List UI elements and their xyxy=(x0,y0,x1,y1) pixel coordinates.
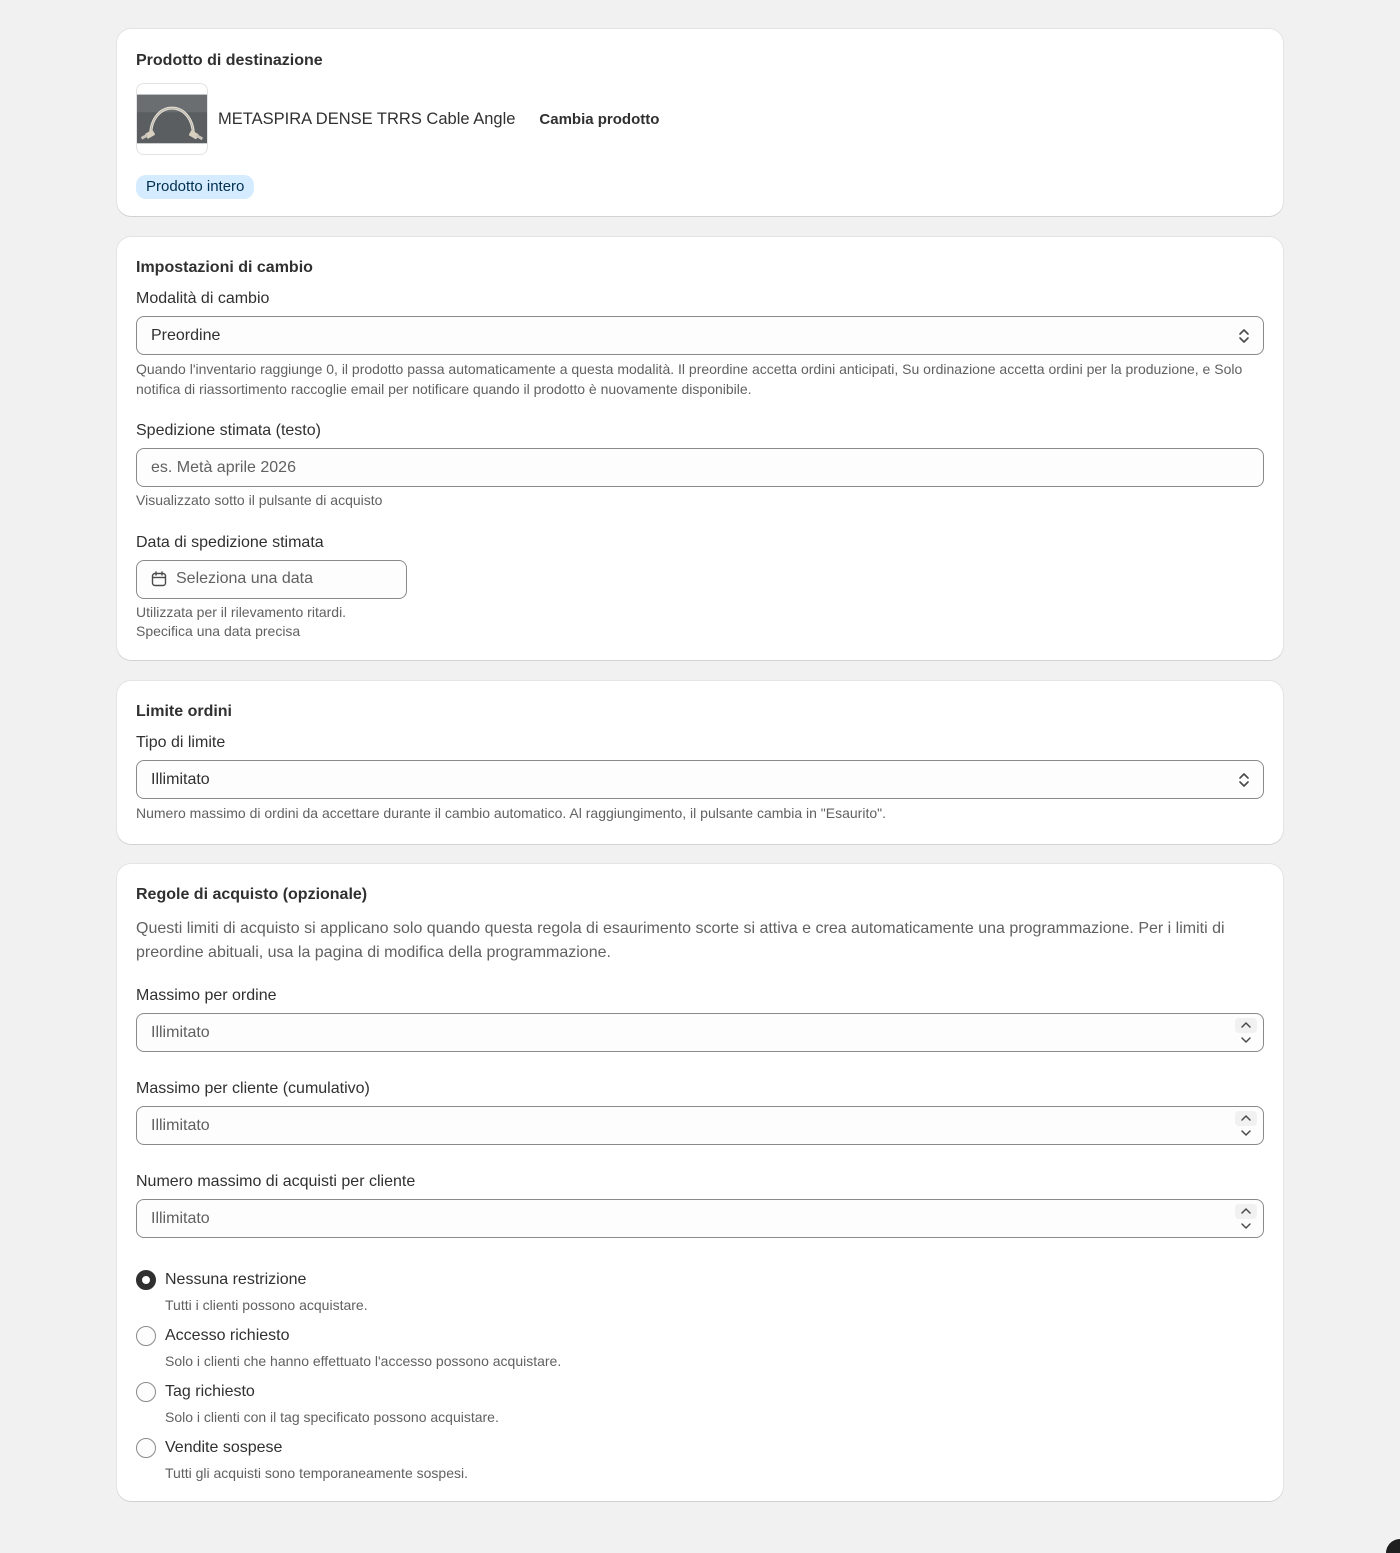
purchase-rules-description: Questi limiti di acquisto si applicano solo quando questa regola di esaurimento scorte si attiva e crea automaticamente una programmazione. Per i limiti di preordine abituali, usa la pagina di modifica della programmazione. xyxy=(136,920,1225,961)
radio-label: Tag richiesto xyxy=(165,1383,255,1400)
ship-date-help-2: Specifica una data precisa xyxy=(136,623,301,639)
purchase-rules-card xyxy=(117,864,1283,1501)
purchase-rules-title: Regole di acquisto (opzionale) xyxy=(136,886,368,903)
max-purchases-stepper[interactable] xyxy=(1235,1204,1257,1233)
limit-type-select[interactable] xyxy=(136,760,1264,799)
access-restriction-radio-group xyxy=(136,1269,1264,1483)
switch-mode-select[interactable] xyxy=(136,316,1264,355)
radio-option-tag-required[interactable] xyxy=(136,1381,1264,1427)
order-limit-card xyxy=(117,681,1283,844)
radio-label: Nessuna restrizione xyxy=(165,1271,307,1288)
chevron-up-icon xyxy=(1240,1021,1252,1029)
destination-product-card xyxy=(117,29,1283,216)
radio-label: Vendite sospese xyxy=(165,1439,283,1456)
ship-date-label: Data di spedizione stimata xyxy=(136,533,324,551)
radio-help: Solo i clienti con il tag specificato possono acquistare. xyxy=(165,1409,499,1425)
change-product-button[interactable]: Cambia prodotto xyxy=(539,110,660,128)
switch-mode-label: Modalità di cambio xyxy=(136,290,270,307)
radio-button[interactable] xyxy=(136,1326,156,1346)
max-per-order-label: Massimo per ordine xyxy=(136,987,277,1004)
max-per-order-input[interactable] xyxy=(136,1013,1264,1052)
order-limit-title: Limite ordini xyxy=(136,703,232,720)
radio-button[interactable] xyxy=(136,1382,156,1402)
increment-button[interactable] xyxy=(1235,1111,1257,1126)
radio-text xyxy=(165,1437,468,1483)
decrement-button[interactable] xyxy=(1235,1126,1257,1141)
product-name: METASPIRA DENSE TRRS Cable Angle xyxy=(218,109,516,128)
radio-option-login-required[interactable] xyxy=(136,1325,1264,1371)
max-per-order-placeholder: Illimitato xyxy=(151,1023,210,1041)
destination-card-title: Prodotto di destinazione xyxy=(136,52,323,69)
radio-button[interactable] xyxy=(136,1438,156,1458)
max-per-customer-placeholder: Illimitato xyxy=(151,1116,210,1134)
switch-settings-card xyxy=(117,237,1283,660)
chevron-down-icon xyxy=(1240,1222,1252,1230)
window-corner xyxy=(1386,1539,1400,1553)
radio-button[interactable] xyxy=(136,1270,156,1290)
cable-product-image xyxy=(137,94,207,144)
radio-help: Tutti i clienti possono acquistare. xyxy=(165,1297,368,1313)
increment-button[interactable] xyxy=(1235,1018,1257,1033)
switch-settings-title: Impostazioni di cambio xyxy=(136,259,313,276)
ship-text-placeholder: es. Metà aprile 2026 xyxy=(151,458,296,476)
radio-text xyxy=(165,1325,561,1371)
max-per-customer-label: Massimo per cliente (cumulativo) xyxy=(136,1080,370,1097)
select-chevrons-icon xyxy=(1237,327,1251,345)
ship-date-placeholder: Seleziona una data xyxy=(176,570,313,587)
radio-label: Accesso richiesto xyxy=(165,1327,290,1344)
radio-help: Solo i clienti che hanno effettuato l'accesso possono acquistare. xyxy=(165,1353,562,1369)
select-chevrons-icon xyxy=(1237,771,1251,789)
switch-mode-value: Preordine xyxy=(151,326,221,344)
radio-option-no-restriction[interactable] xyxy=(136,1269,1264,1315)
calendar-icon xyxy=(151,571,167,587)
max-purchases-input[interactable] xyxy=(136,1199,1264,1238)
decrement-button[interactable] xyxy=(1235,1219,1257,1234)
chevron-down-icon xyxy=(1240,1129,1252,1137)
limit-type-help: Numero massimo di ordini da accettare durante il cambio automatico. Al raggiungimento, il pulsante cambia in "Esaurito". xyxy=(136,805,886,821)
max-purchases-placeholder: Illimitato xyxy=(151,1209,210,1227)
max-purchases-label: Numero massimo di acquisti per cliente xyxy=(136,1173,416,1190)
limit-type-value: Illimitato xyxy=(151,770,210,788)
ship-text-input[interactable] xyxy=(136,448,1264,487)
max-per-order-stepper[interactable] xyxy=(1235,1018,1257,1047)
decrement-button[interactable] xyxy=(1235,1033,1257,1048)
chevron-up-icon xyxy=(1240,1207,1252,1215)
chevron-down-icon xyxy=(1240,1036,1252,1044)
limit-type-label: Tipo di limite xyxy=(136,734,226,751)
product-thumbnail xyxy=(136,83,208,155)
radio-help: Tutti gli acquisti sono temporaneamente sospesi. xyxy=(165,1465,468,1481)
ship-date-help-1: Utilizzata per il rilevamento ritardi. xyxy=(136,603,347,620)
max-per-customer-stepper[interactable] xyxy=(1235,1111,1257,1140)
radio-text xyxy=(165,1381,499,1427)
ship-text-label: Spedizione stimata (testo) xyxy=(136,422,321,439)
switch-mode-help: Quando l'inventario raggiunge 0, il prodotto passa automaticamente a questa modalità. Il preordine accetta ordini anticipati, Su ordinazione accetta ordini per la produzione, e Solo notifica di riassortimento raccoglie email per notificare quando il prodotto è nuovamente disponibile. xyxy=(136,361,1243,397)
product-row xyxy=(136,83,1264,155)
ship-text-help: Visualizzato sotto il pulsante di acquisto xyxy=(136,492,383,508)
radio-option-sales-paused[interactable] xyxy=(136,1437,1264,1483)
whole-product-badge: Prodotto intero xyxy=(136,175,254,199)
increment-button[interactable] xyxy=(1235,1204,1257,1219)
radio-text xyxy=(165,1269,368,1315)
ship-date-picker[interactable] xyxy=(136,560,407,599)
max-per-customer-input[interactable] xyxy=(136,1106,1264,1145)
chevron-up-icon xyxy=(1240,1114,1252,1122)
